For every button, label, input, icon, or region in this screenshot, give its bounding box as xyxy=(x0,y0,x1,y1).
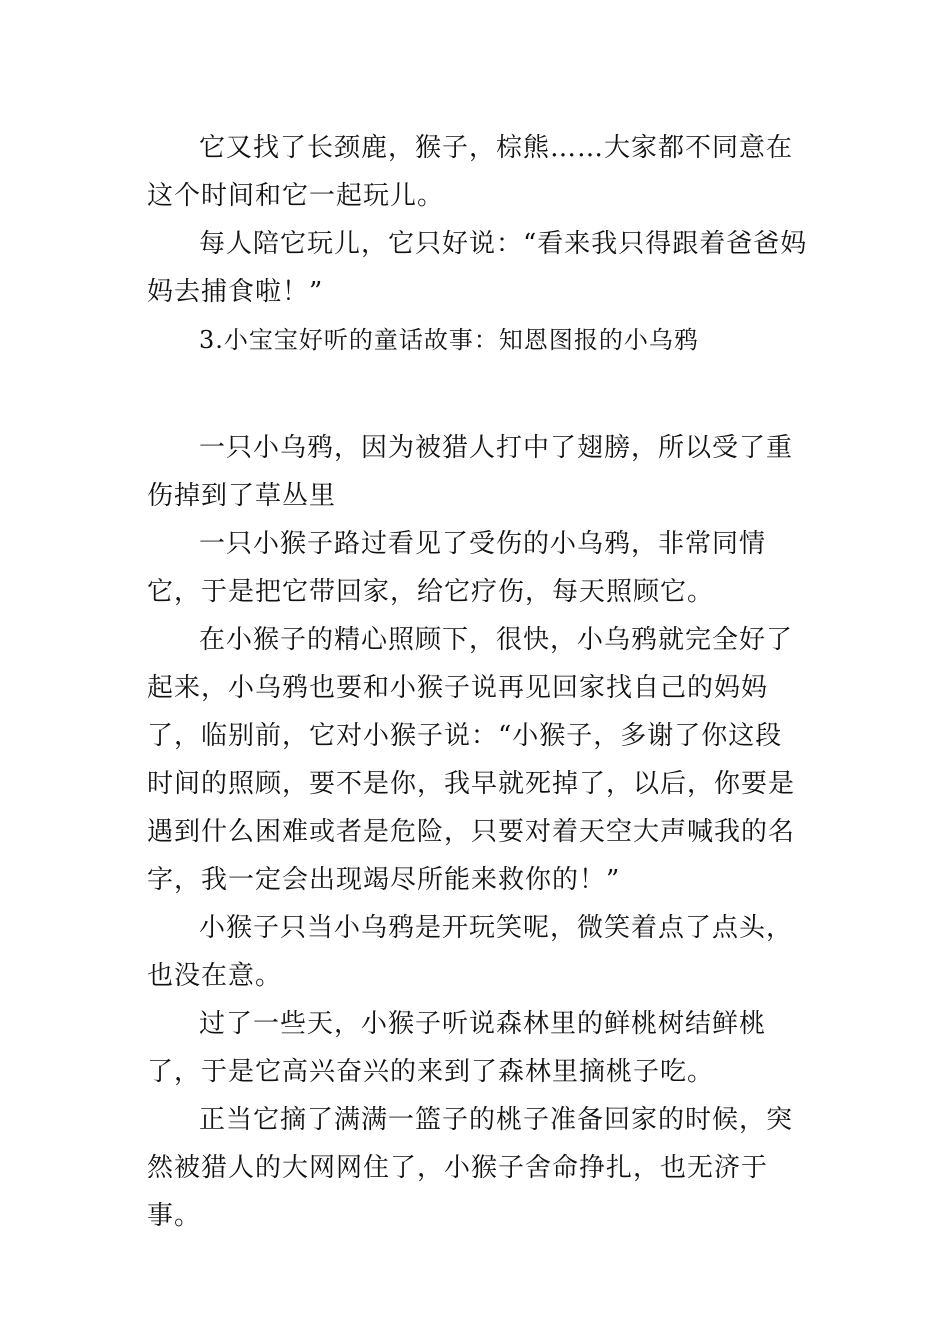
story-text-block xyxy=(147,424,809,1240)
paragraph: 正当它摘了满满一篮子的桃子准备回家的时候，突然被猎人的大网网住了，小猴子舍命挣扎，也无济于事。 xyxy=(147,1105,794,1231)
section-title: 3.小宝宝好听的童话故事：知恩图报的小乌鸦 xyxy=(199,326,699,354)
paragraph: 过了一些天，小猴子听说森林里的鲜桃树结鲜桃了，于是它高兴奋兴的来到了森林里摘桃子吃。 xyxy=(147,1009,767,1087)
paragraph: 小猴子只当小乌鸦是开玩笑呢，微笑着点了点头，也没在意。 xyxy=(147,913,794,991)
paragraph: 一只小猴子路过看见了受伤的小乌鸦，非常同情它，于是把它带回家，给它疗伤，每天照顾它。 xyxy=(147,529,767,607)
paragraph: 每人陪它玩儿，它只好说：“看来我只得跟着爸爸妈妈去捕食啦！” xyxy=(147,229,808,307)
paragraph: 一只小乌鸦，因为被猎人打中了翅膀，所以受了重伤掉到了草丛里 xyxy=(147,433,794,511)
paragraph: 在小猴子的精心照顾下，很快，小乌鸦就完全好了起来，小乌鸦也要和小猴子说再见回家找自己的妈妈了，临别前，它对小猴子说：“小猴子，多谢了你这段时间的照顾，要不是你，我早就死掉了，以后，你要是遇到什么困难或者是危险，只要对着天空大声喊我的名字，我一定会出现竭尽所能来救你的！” xyxy=(147,625,796,895)
intro-text-block xyxy=(147,124,809,364)
paragraph: 它又找了长颈鹿，猴子，棕熊……大家都不同意在这个时间和它一起玩儿。 xyxy=(147,133,794,211)
